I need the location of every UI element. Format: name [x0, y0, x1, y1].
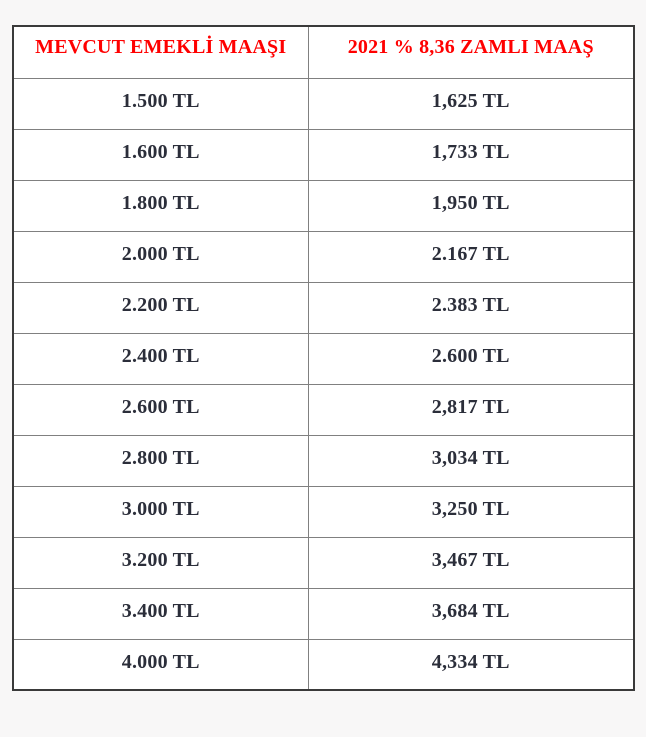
table-row	[13, 537, 634, 588]
table-row	[13, 639, 634, 690]
table-row	[13, 129, 634, 180]
raised-salary-cell: 1,950 TL	[308, 180, 634, 231]
current-salary-cell: 2.200 TL	[13, 282, 308, 333]
current-salary-cell: 1.500 TL	[13, 78, 308, 129]
pension-salary-table	[12, 25, 635, 691]
table-row	[13, 588, 634, 639]
table-header-row	[13, 26, 634, 78]
table-row	[13, 333, 634, 384]
raised-salary-cell: 3,684 TL	[308, 588, 634, 639]
current-salary-cell: 2.600 TL	[13, 384, 308, 435]
raised-salary-cell: 3,467 TL	[308, 537, 634, 588]
raised-salary-cell: 4,334 TL	[308, 639, 634, 690]
current-salary-cell: 3.400 TL	[13, 588, 308, 639]
current-salary-cell: 1.800 TL	[13, 180, 308, 231]
column-header-current-salary: MEVCUT EMEKLİ MAAŞI	[13, 26, 308, 78]
table-row	[13, 231, 634, 282]
raised-salary-cell: 1,733 TL	[308, 129, 634, 180]
table-row	[13, 435, 634, 486]
raised-salary-cell: 3,250 TL	[308, 486, 634, 537]
table-row	[13, 282, 634, 333]
current-salary-cell: 2.000 TL	[13, 231, 308, 282]
table-row	[13, 78, 634, 129]
table-row	[13, 384, 634, 435]
raised-salary-cell: 1,625 TL	[308, 78, 634, 129]
raised-salary-cell: 2.167 TL	[308, 231, 634, 282]
current-salary-cell: 3.000 TL	[13, 486, 308, 537]
raised-salary-cell: 2.383 TL	[308, 282, 634, 333]
current-salary-cell: 2.400 TL	[13, 333, 308, 384]
table-row	[13, 486, 634, 537]
current-salary-cell: 2.800 TL	[13, 435, 308, 486]
raised-salary-cell: 2.600 TL	[308, 333, 634, 384]
raised-salary-cell: 2,817 TL	[308, 384, 634, 435]
raised-salary-cell: 3,034 TL	[308, 435, 634, 486]
current-salary-cell: 1.600 TL	[13, 129, 308, 180]
table-row	[13, 180, 634, 231]
current-salary-cell: 3.200 TL	[13, 537, 308, 588]
column-header-raised-salary: 2021 % 8,36 ZAMLI MAAŞ	[308, 26, 634, 78]
current-salary-cell: 4.000 TL	[13, 639, 308, 690]
